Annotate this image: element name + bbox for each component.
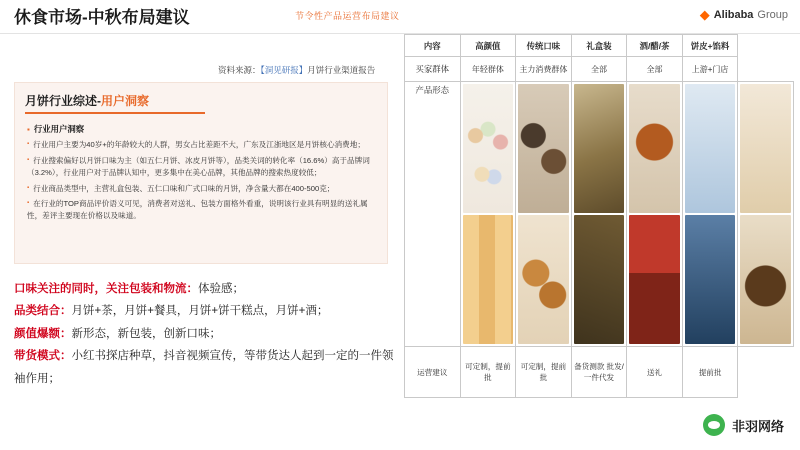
row-label: 产品形态 bbox=[405, 82, 461, 347]
red-gift-package-image bbox=[629, 215, 680, 344]
gift-box-image bbox=[574, 84, 625, 213]
table-cell: 主力消费群体 bbox=[516, 57, 572, 82]
baked-mooncake-image bbox=[518, 215, 569, 344]
summary-text: 新形态，新包装，创新口味； bbox=[71, 327, 221, 340]
table-header-row bbox=[405, 35, 794, 57]
list-item: ▪ 在行业的TOP商品评价语义可见，消费者对送礼、包装方面格外看重，说明该行业具有明显的送礼属性，差评主要现在价格以及味道。 bbox=[27, 198, 379, 222]
summary-list bbox=[14, 278, 394, 390]
product-image-cell bbox=[738, 82, 794, 347]
insight-card bbox=[14, 82, 388, 264]
list-item bbox=[14, 323, 394, 345]
product-image-cell bbox=[571, 82, 627, 347]
brand-suffix: Group bbox=[757, 8, 788, 21]
traditional-mooncake-image bbox=[518, 84, 569, 213]
wechat-icon bbox=[703, 414, 725, 436]
table-cell: 上游+门店 bbox=[682, 57, 738, 82]
summary-key: 品类结合： bbox=[14, 305, 72, 318]
page-header bbox=[0, 0, 800, 34]
list-item bbox=[14, 278, 394, 300]
table-cell: 送礼 bbox=[627, 347, 683, 398]
brand-name: Alibaba bbox=[713, 8, 754, 21]
list-item: ▪ 行业搜索偏好以月饼口味为主（如五仁月饼、冰皮月饼等），品类关词的转化率（16.6%）高于品牌词（3.2%），行业用户对于品牌认知中，更多集中在美心品牌，其他品牌的搜索热度较低； bbox=[27, 155, 379, 179]
product-image-cell bbox=[627, 82, 683, 347]
strategy-table bbox=[404, 34, 794, 398]
alibaba-mark-icon: ◆ bbox=[699, 7, 710, 22]
row-label: 运营建议 bbox=[405, 347, 461, 398]
insight-title-main: 月饼行业综述- bbox=[25, 94, 101, 108]
watermark-text: 非羽网络 bbox=[731, 418, 784, 434]
table-cell: 全部 bbox=[571, 57, 627, 82]
source-prefix: 资料来源： bbox=[218, 65, 261, 75]
bullet-heading: ▪ 行业用户洞察 bbox=[27, 123, 379, 136]
filling-package-image bbox=[685, 215, 736, 344]
left-panel bbox=[0, 34, 400, 450]
list-item bbox=[14, 345, 394, 390]
insight-title-accent: 用户洞察 bbox=[101, 94, 150, 108]
table-cell: 备货测款 批发/一件代发 bbox=[571, 347, 627, 398]
insight-bullet-list bbox=[27, 123, 379, 226]
page-subtitle: 节令性产品运营布局建议 bbox=[295, 11, 400, 21]
column-header: 传统口味 bbox=[516, 35, 572, 57]
product-photos bbox=[463, 84, 514, 344]
product-photos bbox=[685, 84, 736, 344]
insight-card-title bbox=[25, 92, 149, 109]
summary-key: 口味关注的同时，关注包装和物流： bbox=[14, 283, 198, 295]
product-photos bbox=[629, 84, 680, 344]
column-header: 内容 bbox=[405, 35, 461, 57]
summary-text: 小红书探店种草，抖音视频宣传，等带货达人起到一定的一件领袖作用； bbox=[14, 350, 394, 385]
source-rest: 月饼行业渠道报告 bbox=[307, 65, 376, 75]
footer-watermark bbox=[703, 414, 784, 436]
summary-key: 带货模式： bbox=[14, 350, 72, 363]
table-cell: 可定制，提前批 bbox=[516, 347, 572, 398]
summary-text: 体验感； bbox=[198, 283, 244, 295]
source-line bbox=[218, 64, 375, 76]
table-cell: 全部 bbox=[627, 57, 683, 82]
list-item: ▪ 行业商品类型中，主营礼盒包装、五仁口味和广式口味的月饼，净含量大都在400-500克； bbox=[27, 183, 379, 195]
column-header: 饼皮+馅料 bbox=[682, 35, 738, 57]
row-label: 买家群体 bbox=[405, 57, 461, 82]
table-cell: 提前批 bbox=[682, 347, 738, 398]
table-cell: 年轻群体 bbox=[460, 57, 516, 82]
table-row bbox=[405, 57, 794, 82]
table-row bbox=[405, 347, 794, 398]
ice-skin-package-image bbox=[685, 84, 736, 213]
product-image-cell bbox=[682, 82, 738, 347]
colorful-mooncake-box-image bbox=[463, 215, 514, 344]
list-item bbox=[14, 300, 394, 322]
column-header: 高颜值 bbox=[460, 35, 516, 57]
product-photos bbox=[518, 84, 569, 344]
title-underline bbox=[25, 112, 205, 114]
list-item: ▪ 行业用户主要为40岁+的年龄较大的人群，男女占比差距不大，广东及江浙地区是月饼核心消费地； bbox=[27, 139, 379, 151]
column-header: 酒/醋/茶 bbox=[627, 35, 683, 57]
lotus-paste-image bbox=[740, 215, 791, 344]
brand-logo bbox=[700, 8, 788, 21]
summary-text: 月饼+茶，月饼+餐具，月饼+饼干糕点，月饼+酒； bbox=[71, 305, 329, 318]
page-title: 休食市场-中秋布局建议 bbox=[14, 8, 190, 27]
table-row bbox=[405, 82, 794, 347]
product-photos bbox=[740, 84, 791, 344]
product-photos bbox=[574, 84, 625, 344]
table-cell: 可定制，提前批 bbox=[460, 347, 516, 398]
product-image-cell bbox=[460, 82, 516, 347]
column-header: 礼盒装 bbox=[571, 35, 627, 57]
product-image-cell bbox=[516, 82, 572, 347]
tea-product-image bbox=[629, 84, 680, 213]
summary-key: 颜值爆额： bbox=[14, 327, 72, 340]
dough-image bbox=[740, 84, 791, 213]
mooncake-assortment-image bbox=[463, 84, 514, 213]
source-link[interactable]: 【洞见研报】 bbox=[260, 65, 308, 75]
gift-box-dark-image bbox=[574, 215, 625, 344]
